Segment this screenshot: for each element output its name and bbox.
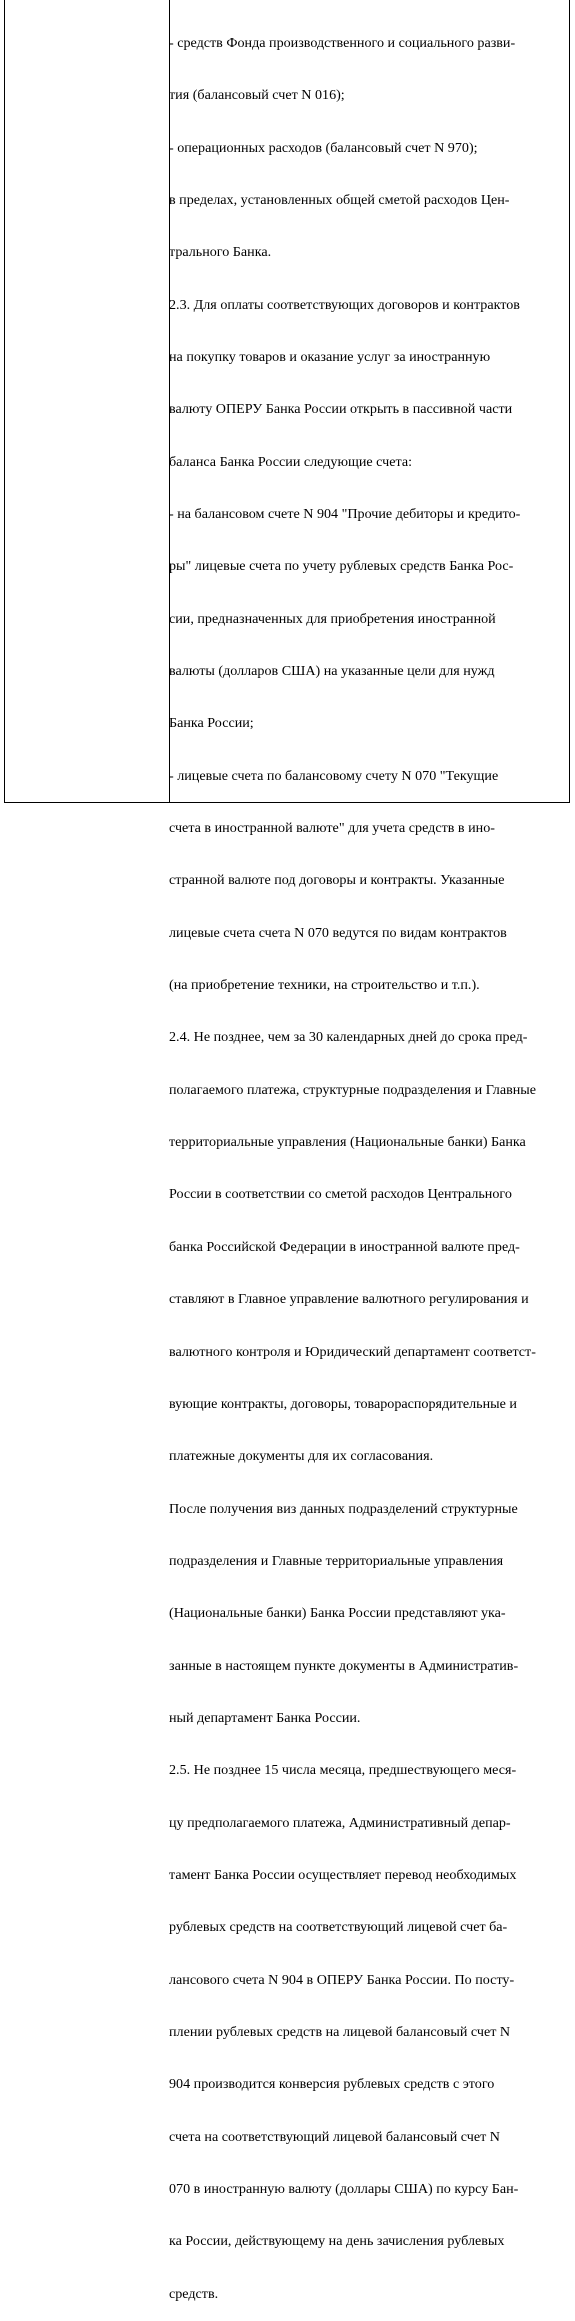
- text-line: платежные документы для их согласования.: [169, 1448, 434, 1465]
- document-text-cell: [169, 0, 565, 2321]
- text-line: трального Банка.: [169, 244, 272, 261]
- text-line: ры" лицевые счета по учету рублевых средств Банка Рос-: [169, 558, 514, 575]
- text-line: территориальные управления (Национальные банки) Банка: [169, 1134, 526, 1151]
- text-line: полагаемого платежа, структурные подразделения и Главные: [169, 1081, 537, 1098]
- text-line: ный департамент Банка России.: [169, 1709, 361, 1726]
- text-line: вующие контракты, договоры, товарораспорядительные и: [169, 1395, 517, 1412]
- text-line: 2.5. Не позднее 15 числа месяца, предшествующего меся-: [169, 1762, 517, 1779]
- text-line: - лицевые счета по балансовому счету N 070 "Текущие: [169, 767, 499, 784]
- text-line: валюты (долларов США) на указанные цели для нужд: [169, 663, 495, 680]
- text-line: - средств Фонда производственного и социального разви-: [169, 34, 516, 51]
- text-line: ка России, действующему на день зачисления рублевых: [169, 2233, 505, 2250]
- text-line: Банка России;: [169, 715, 254, 732]
- text-line: ставляют в Главное управление валютного регулирования и: [169, 1291, 529, 1308]
- text-line: баланса Банка России следующие счета:: [169, 453, 412, 470]
- text-line: 2.4. Не позднее, чем за 30 календарных дней до срока пред-: [169, 1029, 528, 1046]
- text-line: странной валюте под договоры и контракты. Указанные: [169, 872, 505, 889]
- text-line: 070 в иностранную валюту (доллары США) по курсу Бан-: [169, 2181, 519, 2197]
- text-line: лицевые счета счета N 070 ведутся по видам контрактов: [169, 924, 507, 941]
- text-line: средств.: [169, 2285, 219, 2302]
- text-line: (Национальные банки) Банка России представляют ука-: [169, 1605, 506, 1622]
- text-line: валюту ОПЕРУ Банка России открыть в пассивной части: [169, 401, 513, 418]
- text-line: занные в настоящем пункте документы в Административ-: [169, 1657, 519, 1674]
- text-line: лансового счета N 904 в ОПЕРУ Банка России. По посту-: [169, 1971, 515, 1988]
- text-line: - операционных расходов (балансовый счет N 970);: [169, 139, 478, 156]
- text-line: на покупку товаров и оказание услуг за иностранную: [169, 348, 491, 365]
- text-line: России в соответствии со сметой расходов Центрального: [169, 1186, 512, 1203]
- text-line: (на приобретение техники, на строительство и т.п.).: [169, 977, 480, 994]
- text-line: сии, предназначенных для приобретения иностранной: [169, 610, 496, 627]
- text-line: После получения виз данных подразделений структурные: [169, 1500, 518, 1517]
- text-line: 904 производится конверсия рублевых средств с этого: [169, 2076, 495, 2093]
- text-line: валютного контроля и Юридический департамент соответст-: [169, 1343, 536, 1360]
- text-line: в пределах, установленных общей сметой расходов Цен-: [169, 191, 510, 208]
- text-line: - на балансовом счете N 904 "Прочие дебиторы и кредито-: [169, 506, 521, 522]
- text-line: подразделения и Главные территориальные управления: [169, 1552, 504, 1569]
- text-line: 2.3. Для оплаты соответствующих договоров и контрактов: [169, 296, 520, 313]
- text-line: цу предполагаемого платежа, Административный депар-: [169, 1814, 511, 1831]
- text-line: счета на соответствующий лицевой балансовый счет N: [169, 2128, 500, 2145]
- text-line: плении рублевых средств на лицевой балансовый счет N: [169, 2023, 511, 2040]
- text-line: банка Российской Федерации в иностранной валюте пред-: [169, 1238, 520, 1255]
- text-line: рублевых средств на соответствующий лицевой счет ба-: [169, 1919, 508, 1936]
- text-line: тамент Банка России осуществляет перевод необходимых: [169, 1866, 517, 1883]
- text-line: тия (балансовый счет N 016);: [169, 87, 345, 104]
- text-line: счета в иностранной валюте" для учета средств в ино-: [169, 820, 495, 837]
